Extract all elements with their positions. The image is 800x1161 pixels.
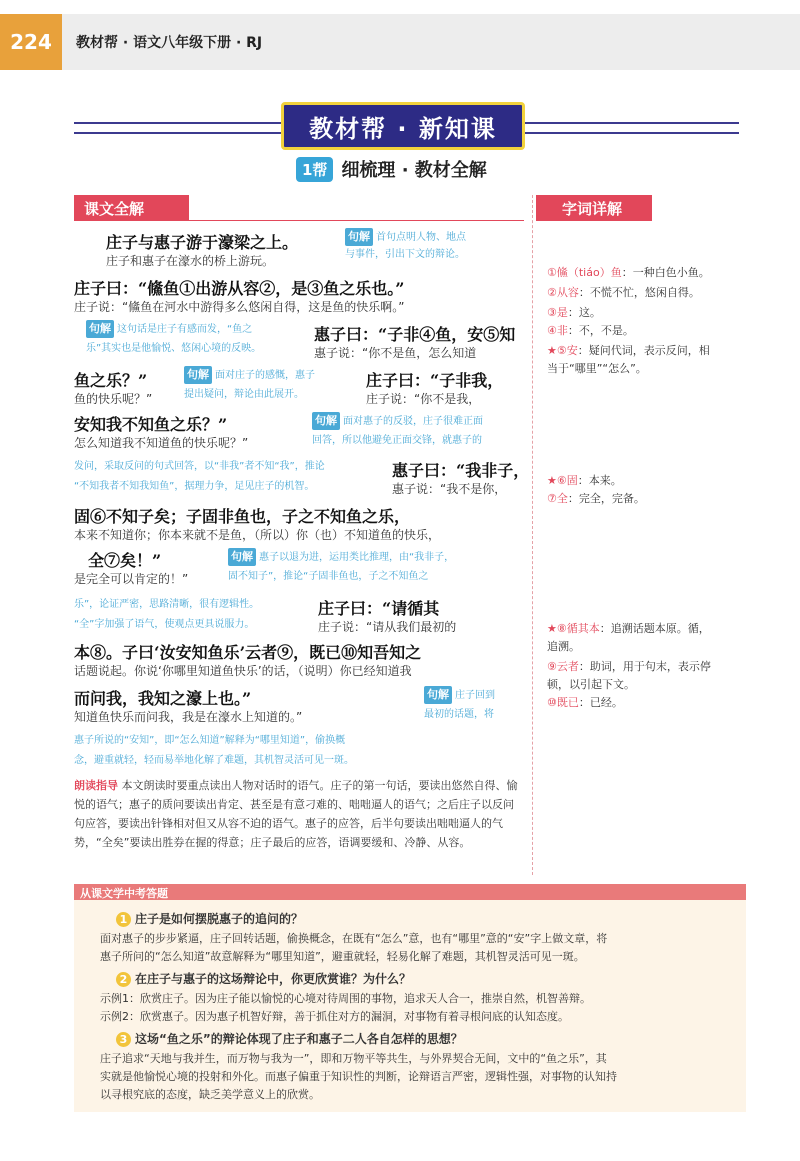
word-def: ⑨云者：助词，用于句末，表示停 bbox=[547, 660, 711, 673]
note-text: 面对庄子的感慨，惠子 bbox=[215, 370, 315, 381]
translation-line: 庄子说：“你不是我， bbox=[366, 392, 481, 406]
sentence-note bbox=[184, 366, 315, 385]
note-label: 句解 bbox=[86, 320, 114, 338]
original-line: 庄子曰：“请循其 bbox=[318, 599, 440, 618]
sentence-note bbox=[345, 228, 466, 247]
left-section-title: 课文全解 bbox=[74, 195, 189, 221]
exam-header bbox=[74, 884, 746, 900]
exam-answer: 实就是他愉悦心境的投射和外化。而惠子偏重于知识性的判断，论辩语言严密，逻辑性强，对事物的认知持 bbox=[100, 1070, 617, 1083]
original-line: 本⑧。子曰‘汝安知鱼乐’云者⑨，既已⑩知吾知之 bbox=[74, 643, 422, 662]
exam-answer: 示例1：欣赏庄子。因为庄子能以愉悦的心境对待周围的事物，追求天人合一，推崇自然，机智善辩。 bbox=[100, 992, 591, 1005]
sentence-note: 与事件，引出下文的辩论。 bbox=[345, 249, 465, 260]
translation-line: 庄子说：“请从我们最初的 bbox=[318, 620, 457, 634]
sentence-note bbox=[424, 686, 495, 705]
translation-line: 是完全可以肯定的！” bbox=[74, 572, 189, 586]
section-subtitle bbox=[296, 154, 487, 184]
translation-line: 庄子和惠子在濠水的桥上游玩。 bbox=[106, 254, 275, 268]
note-text: 面对惠子的反驳，庄子很难正面 bbox=[343, 416, 483, 427]
sentence-note: 惠子所说的“安知”，即“怎么知道”解释为“哪里知道”，偷换概 bbox=[74, 735, 346, 746]
sentence-note: 提出疑问，辩论由此展开。 bbox=[184, 389, 304, 400]
word-def: ⑩既已：已经。 bbox=[547, 696, 623, 709]
word-def: 追溯。 bbox=[547, 640, 580, 653]
note-label: 句解 bbox=[345, 228, 373, 246]
original-line: 鱼之乐？” bbox=[74, 371, 148, 390]
word-def: ★⑥固：本来。 bbox=[547, 474, 622, 487]
note-text: 惠子以退为进，运用类比推理，由“我非子， bbox=[259, 552, 455, 563]
word-def: ③是：这。 bbox=[547, 306, 601, 319]
translation-line: 怎么知道我不知道鱼的快乐呢？” bbox=[74, 436, 249, 450]
exam-answer: 以寻根究底的态度，缺乏美学意义上的欣赏。 bbox=[100, 1088, 320, 1101]
translation-line: 本来不知道你；你本来就不是鱼，（所以）你（也）不知道鱼的快乐， bbox=[74, 528, 441, 542]
right-section-title: 字词详解 bbox=[536, 195, 652, 221]
left-section-rule bbox=[74, 220, 524, 221]
sentence-note: 乐”，论证严密，思路清晰，很有逻辑性。 bbox=[74, 599, 260, 610]
exam-question: 3 这场“鱼之乐”的辩论体现了庄子和惠子二人各自怎样的思想？ bbox=[116, 1030, 463, 1047]
note-text: 庄子回到 bbox=[455, 690, 495, 701]
note-label: 句解 bbox=[184, 366, 212, 384]
reading-guide bbox=[74, 776, 522, 852]
exam-answer: 面对惠子的步步紧逼，庄子回转话题，偷换概念，在既有“怎么”意，也有“哪里”意的“安”字上做文章，将 bbox=[100, 932, 608, 945]
reading-guide-tag: 朗读指导 bbox=[74, 779, 118, 792]
exam-answer: 庄子追求“天地与我并生，而万物与我为一”，即和万物平等共生，与外界契合无间，文中的“鱼之乐”，其 bbox=[100, 1052, 607, 1065]
sentence-note bbox=[86, 320, 252, 339]
page-number: 224 bbox=[0, 14, 62, 70]
sentence-note: 回答，所以他避免正面交锋，就惠子的 bbox=[312, 435, 482, 446]
sentence-note: 固不知子”，推论“子固非鱼也，子之不知鱼之 bbox=[228, 571, 429, 582]
column-divider bbox=[532, 195, 534, 875]
exam-question: 2 在庄子与惠子的这场辩论中，你更欣赏谁？为什么？ bbox=[116, 970, 411, 987]
translation-line: 鱼的快乐呢？” bbox=[74, 392, 153, 406]
word-def: 当于“哪里”“怎么”。 bbox=[547, 362, 647, 375]
exam-panel bbox=[74, 884, 746, 1112]
sentence-note: 最初的话题，将 bbox=[424, 709, 494, 720]
original-line: 固⑥不知子矣；子固非鱼也，子之不知鱼之乐， bbox=[74, 507, 411, 526]
word-def: ②从容：不慌不忙，悠闲自得。 bbox=[547, 286, 700, 299]
original-line: 安知我不知鱼之乐？” bbox=[74, 415, 228, 434]
note-label: 句解 bbox=[228, 548, 256, 566]
word-def: ④非：不，不是。 bbox=[547, 324, 634, 337]
translation-line: 惠子说：“我不是你， bbox=[392, 482, 507, 496]
word-def: ⑦全：完全，完备。 bbox=[547, 492, 645, 505]
sentence-note: 发问，采取反问的句式回答，以“非我”者不知“我”，推论 bbox=[74, 461, 325, 472]
original-line: 庄子曰：“鯈鱼①出游从容②，是③鱼之乐也。” bbox=[74, 279, 405, 298]
banner-title: 教材帮 · 新知课 bbox=[281, 102, 525, 150]
word-def: ★⑧循其本：追溯话题本原。循， bbox=[547, 622, 710, 635]
original-line: 庄子与惠子游于濠梁之上。 bbox=[106, 233, 299, 252]
exam-answer: 示例2：欣赏惠子。因为惠子机智好辩，善于抓住对方的漏洞，对事物有着寻根问底的认知态度。 bbox=[100, 1010, 569, 1023]
original-line: 惠子曰：“子非④鱼，安⑤知 bbox=[314, 325, 516, 344]
exam-tag: 从课文学中考答题 bbox=[80, 887, 168, 900]
sentence-note bbox=[312, 412, 483, 431]
translation-line: 惠子说：“你不是鱼，怎么知道 bbox=[314, 346, 477, 360]
original-line: 庄子曰：“子非我， bbox=[366, 371, 504, 390]
original-line: 惠子曰：“我非子， bbox=[392, 461, 530, 480]
translation-line: 知道鱼快乐而问我，我是在濠水上知道的。” bbox=[74, 710, 303, 724]
word-def: ★⑤安：疑问代词，表示反问，相 bbox=[547, 344, 710, 357]
note-label: 句解 bbox=[312, 412, 340, 430]
page-header bbox=[0, 14, 800, 70]
word-def: ①鯈（tiáo）鱼：一种白色小鱼。 bbox=[547, 266, 710, 279]
subtitle-badge: 1帮 bbox=[296, 157, 333, 182]
sentence-note: 念，避重就轻，轻而易举地化解了难题，其机智灵活可见一斑。 bbox=[74, 755, 354, 766]
note-text: 首句点明人物、地点 bbox=[376, 232, 466, 243]
original-line: 而问我，我知之濠上也。” bbox=[74, 689, 252, 708]
subtitle-text: 细梳理 · 教材全解 bbox=[341, 160, 487, 181]
sentence-note: “不知我者不知我知鱼”，据理力争，足见庄子的机智。 bbox=[74, 481, 315, 492]
translation-line: 话题说起。你说‘你哪里知道鱼快乐’的话，（说明）你已经知道我 bbox=[74, 664, 412, 678]
exam-answer: 惠子所问的“怎么知道”故意解释为“哪里知道”，避重就轻，轻易化解了难题，其机智灵活可见一斑。 bbox=[100, 950, 585, 963]
sentence-note bbox=[228, 548, 454, 567]
sentence-note: 乐”其实也是他愉悦、悠闲心境的反映。 bbox=[86, 343, 262, 354]
word-def: 顿，以引起下文。 bbox=[547, 678, 635, 691]
sentence-note: “全”字加强了语气，使观点更具说服力。 bbox=[74, 619, 255, 630]
exam-question: 1 庄子是如何摆脱惠子的追问的？ bbox=[116, 910, 303, 927]
original-line: 全⑦矣！” bbox=[88, 551, 162, 570]
translation-line: 庄子说：“鯈鱼在河水中游得多么悠闲自得，这是鱼的快乐啊。” bbox=[74, 300, 405, 314]
book-title: 教材帮 · 语文八年级下册 · RJ bbox=[76, 35, 263, 51]
note-text: 这句话是庄子有感而发，“鱼之 bbox=[117, 324, 253, 335]
reading-guide-text: 本文朗读时要重点读出人物对话时的语气。庄子的第一句话，要读出悠然自得、愉悦的语气；惠子的质问要读出肯定、甚至是有意刁难的、咄咄逼人的语气；之后庄子以反问句应答，要读出针锋相对但又从容不迫的语气。惠子的应答，后半句要读出咄咄逼人的气势，“全矣”要读出胜券在握的得意；庄子最后的应答，语调要缓和、冷静、从容。 bbox=[74, 779, 518, 849]
note-label: 句解 bbox=[424, 686, 452, 704]
